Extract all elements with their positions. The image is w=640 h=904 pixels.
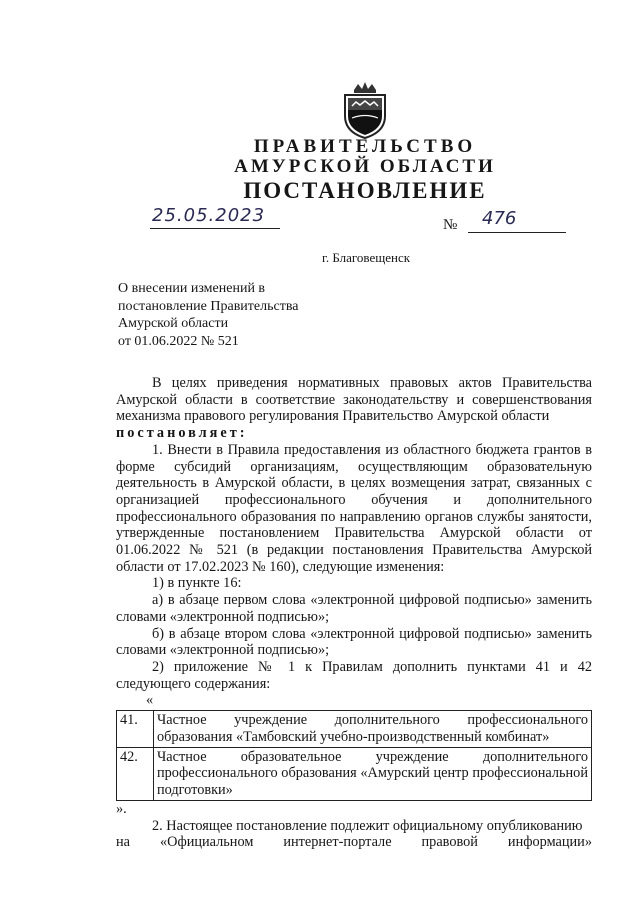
table-row bbox=[117, 711, 592, 747]
word: на bbox=[116, 834, 130, 851]
table-row bbox=[117, 747, 592, 800]
document-number: 476 bbox=[482, 208, 517, 229]
intro-paragraph: В целях приведения нормативных правовых актов Правительства Амурской области в соответствие законодательству и совершенствования механизма правового регулирования Правительство Амурской области bbox=[116, 375, 592, 425]
document-subject bbox=[118, 280, 298, 350]
subject-line: от 01.06.2022 № 521 bbox=[118, 333, 239, 349]
row-organization: Частное образовательное учреждение дополнительного профессионального образования «Амурский центр профессиональной подготовки» bbox=[154, 747, 592, 800]
word: интернет-портале bbox=[283, 834, 392, 851]
document-type-title: ПОСТАНОВЛЕНИЕ bbox=[243, 178, 487, 203]
row-number: 41. bbox=[117, 711, 154, 747]
paragraph-1-item-1b: б) в абзаце втором слова «электронной цифровой подписью» заменить словами «электронной подписью»; bbox=[116, 625, 592, 659]
document-date: 25.05.2023 bbox=[152, 205, 266, 226]
date-underline bbox=[150, 228, 280, 229]
coat-of-arms-icon bbox=[340, 80, 390, 140]
number-underline bbox=[468, 232, 566, 233]
document-body bbox=[116, 375, 592, 851]
opening-quote: « bbox=[146, 692, 154, 709]
annex-table bbox=[116, 710, 592, 801]
region-title: АМУРСКОЙ ОБЛАСТИ bbox=[234, 156, 496, 177]
resolves-word bbox=[116, 425, 592, 442]
subject-line: О внесении изменений в bbox=[118, 281, 266, 296]
number-label: № bbox=[443, 217, 458, 233]
city-label: г. Благовещенск bbox=[322, 250, 411, 265]
paragraph-1-item-2: 2) приложение № 1 к Правилам дополнить пунктами 41 и 42 следующего содержания: bbox=[116, 658, 592, 692]
subject-line: Амурской области bbox=[118, 316, 229, 331]
paragraph-1-item-1a: а) в абзаце первом слова «электронной цифровой подписью» заменить словами «электронной подписью»; bbox=[116, 592, 592, 625]
word: правовой bbox=[421, 834, 478, 851]
word: информации» bbox=[507, 834, 592, 851]
paragraph-2-continuation bbox=[116, 834, 592, 851]
row-organization: Частное учреждение дополнительного профессионального образования «Тамбовский учебно-производственный комбинат» bbox=[154, 711, 592, 747]
word: «Официальном bbox=[159, 834, 254, 851]
government-title: ПРАВИТЕЛЬСТВО bbox=[253, 136, 477, 157]
paragraph-2: 2. Настоящее постановление подлежит официальному опубликованию bbox=[152, 817, 583, 834]
closing-quote: ». bbox=[116, 800, 127, 817]
paragraph-1-item-1: 1) в пункте 16: bbox=[152, 575, 242, 592]
subject-line: постановление Правительства bbox=[118, 298, 299, 314]
paragraph-1: 1. Внести в Правила предоставления из областного бюджета грантов в форме субсидий организациям, осуществляющим образовательную деятельность в Амурской области, в целях возмещения затрат, связанных с организацией профессионального обучения и дополнительного профессионального образования по направлению органов службы занятости, утвержденные постановлением Правительства Амурской области от 01.06.2022 № 521 (в редакции постановления Правительства Амурской области от 17.02.2023 № 160), следующие изменения: bbox=[116, 441, 592, 575]
resolves-label: постановляет: bbox=[116, 425, 248, 442]
row-number: 42. bbox=[117, 747, 154, 800]
